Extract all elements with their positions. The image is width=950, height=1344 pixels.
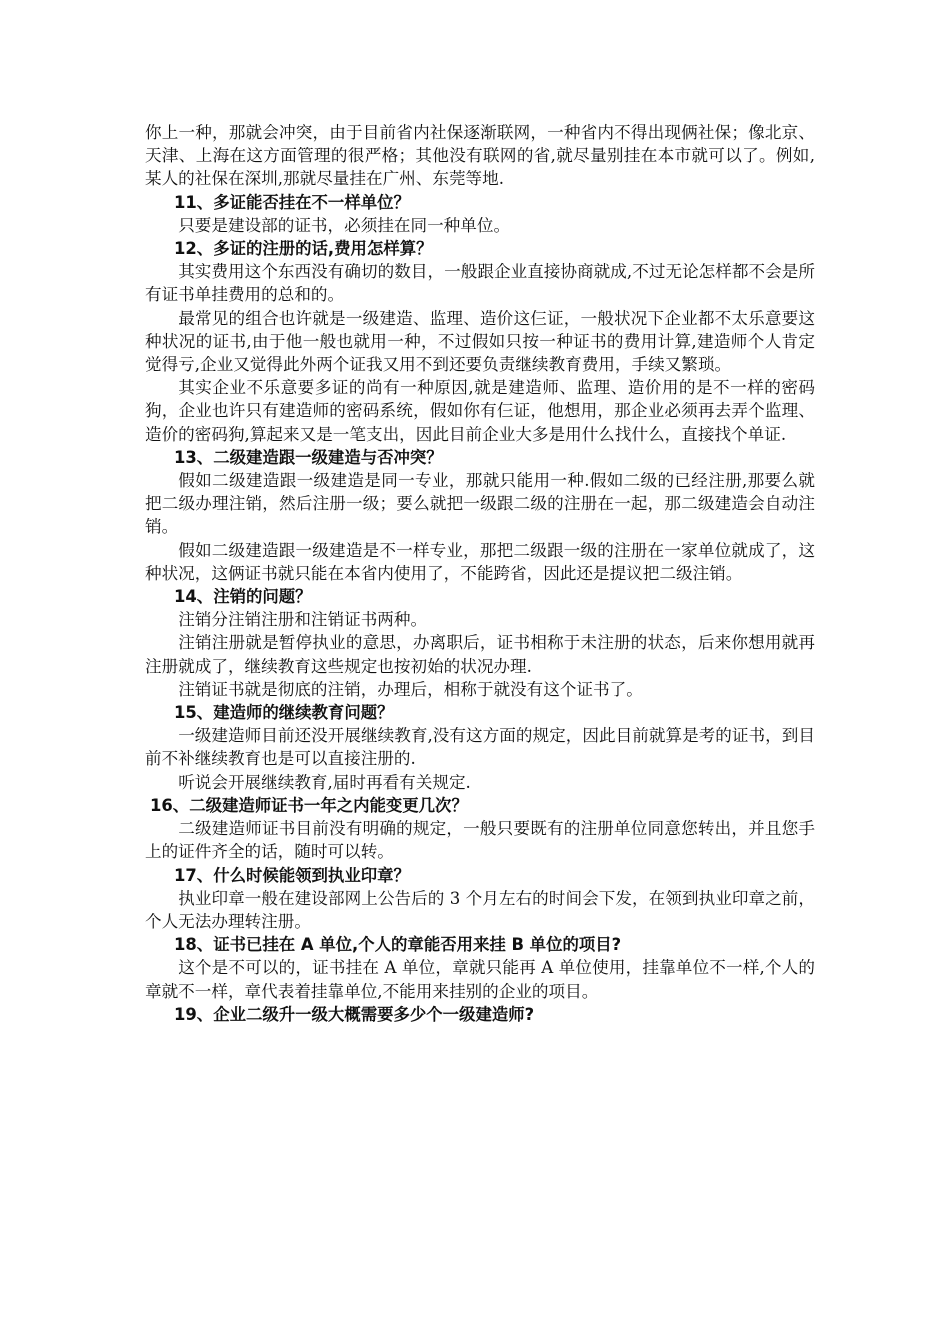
heading-q18: 18、证书已挂在 A 单位,个人的章能否用来挂 B 单位的项目? bbox=[174, 935, 622, 955]
paragraph-q12-3: 其实企业不乐意要多证的尚有一种原因,就是建造师、监理、造价用的是不一样的密码狗，企业也许只有建造师的密码系统，假如你有仨证，他想用，那企业必须再去弄个监理、造价的密码狗,算起来又是一笔支出，因此目前企业大多是用什么找什么，直接找个单证. bbox=[145, 378, 815, 444]
heading-q19: 19、企业二级升一级大概需要多少个一级建造师? bbox=[174, 1004, 535, 1024]
heading-q13: 13、二级建造跟一级建造与否冲突？ bbox=[174, 447, 443, 467]
paragraph-q12-1: 其实费用这个东西没有确切的数目，一般跟企业直接协商就成,不过无论怎样都不会是所有证书单挂费用的总和的。 bbox=[145, 262, 815, 305]
document-page bbox=[145, 121, 815, 1026]
paragraph-q15-1: 一级建造师目前还没开展继续教育,没有这方面的规定，因此目前就算是考的证书，到目前不补继续教育也是可以直接注册的. bbox=[145, 726, 815, 769]
paragraph-q13-2: 假如二级建造跟一级建造是不一样专业，那把二级跟一级的注册在一家单位就成了，这种状况，这俩证书就只能在本省内使用了，不能跨省，因此还是提议把二级注销。 bbox=[145, 540, 815, 583]
paragraph-q15-2: 听说会开展继续教育,届时再看有关规定. bbox=[178, 772, 471, 792]
heading-q16: 16、二级建造师证书一年之内能变更几次？ bbox=[150, 795, 468, 815]
intro-paragraph: 你上一种，那就会冲突，由于目前省内社保逐渐联网，一种省内不得出现俩社保；像北京、天津、上海在这方面管理的很严格；其他没有联网的省,就尽量别挂在本市就可以了。例如,某人的社保在深圳,那就尽量挂在广州、东莞等地. bbox=[145, 123, 815, 189]
heading-q14: 14、注销的问题？ bbox=[174, 587, 312, 607]
heading-q17: 17、什么时候能领到执业印章？ bbox=[174, 865, 410, 885]
paragraph-q11-1: 只要是建设部的证书，必须挂在同一种单位。 bbox=[178, 215, 511, 235]
paragraph-q18-1: 这个是不可以的，证书挂在 A 单位，章就只能再 A 单位使用，挂靠单位不一样,个人的章就不一样，章代表着挂靠单位,不能用来挂别的企业的项目。 bbox=[145, 958, 815, 1001]
paragraph-q17-1: 执业印章一般在建设部网上公告后的 3 个月左右的时间会下发，在领到执业印章之前，个人无法办理转注册。 bbox=[145, 888, 815, 931]
paragraph-q13-1: 假如二级建造跟一级建造是同一专业，那就只能用一种.假如二级的已经注册,那要么就把二级办理注销，然后注册一级；要么就把一级跟二级的注册在一起，那二级建造会自动注销。 bbox=[145, 471, 815, 537]
heading-q11: 11、多证能否挂在不一样单位？ bbox=[174, 192, 410, 212]
paragraph-q14-1: 注销分注销注册和注销证书两种。 bbox=[178, 610, 428, 630]
paragraph-q14-3: 注销证书就是彻底的注销，办理后，相称于就没有这个证书了。 bbox=[178, 679, 643, 699]
paragraph-q12-2: 最常见的组合也许就是一级建造、监理、造价这仨证，一般状况下企业都不太乐意要这种状况的证书,由于他一般也就用一种，不过假如只按一种证书的费用计算,建造师个人肯定觉得亏,企业又觉得此外两个证我又用不到还要负责继续教育费用，手续又繁琐。 bbox=[145, 308, 815, 375]
paragraph-q16-1: 二级建造师证书目前没有明确的规定，一般只要既有的注册单位同意您转出，并且您手上的证件齐全的话，随时可以转。 bbox=[145, 819, 815, 862]
heading-q15: 15、建造师的继续教育问题？ bbox=[174, 703, 394, 723]
paragraph-q14-2: 注销注册就是暂停执业的意思，办离职后，证书相称于未注册的状态，后来你想用就再注册就成了，继续教育这些规定也按初始的状况办理. bbox=[145, 633, 815, 676]
heading-q12: 12、多证的注册的话,费用怎样算？ bbox=[174, 239, 433, 259]
